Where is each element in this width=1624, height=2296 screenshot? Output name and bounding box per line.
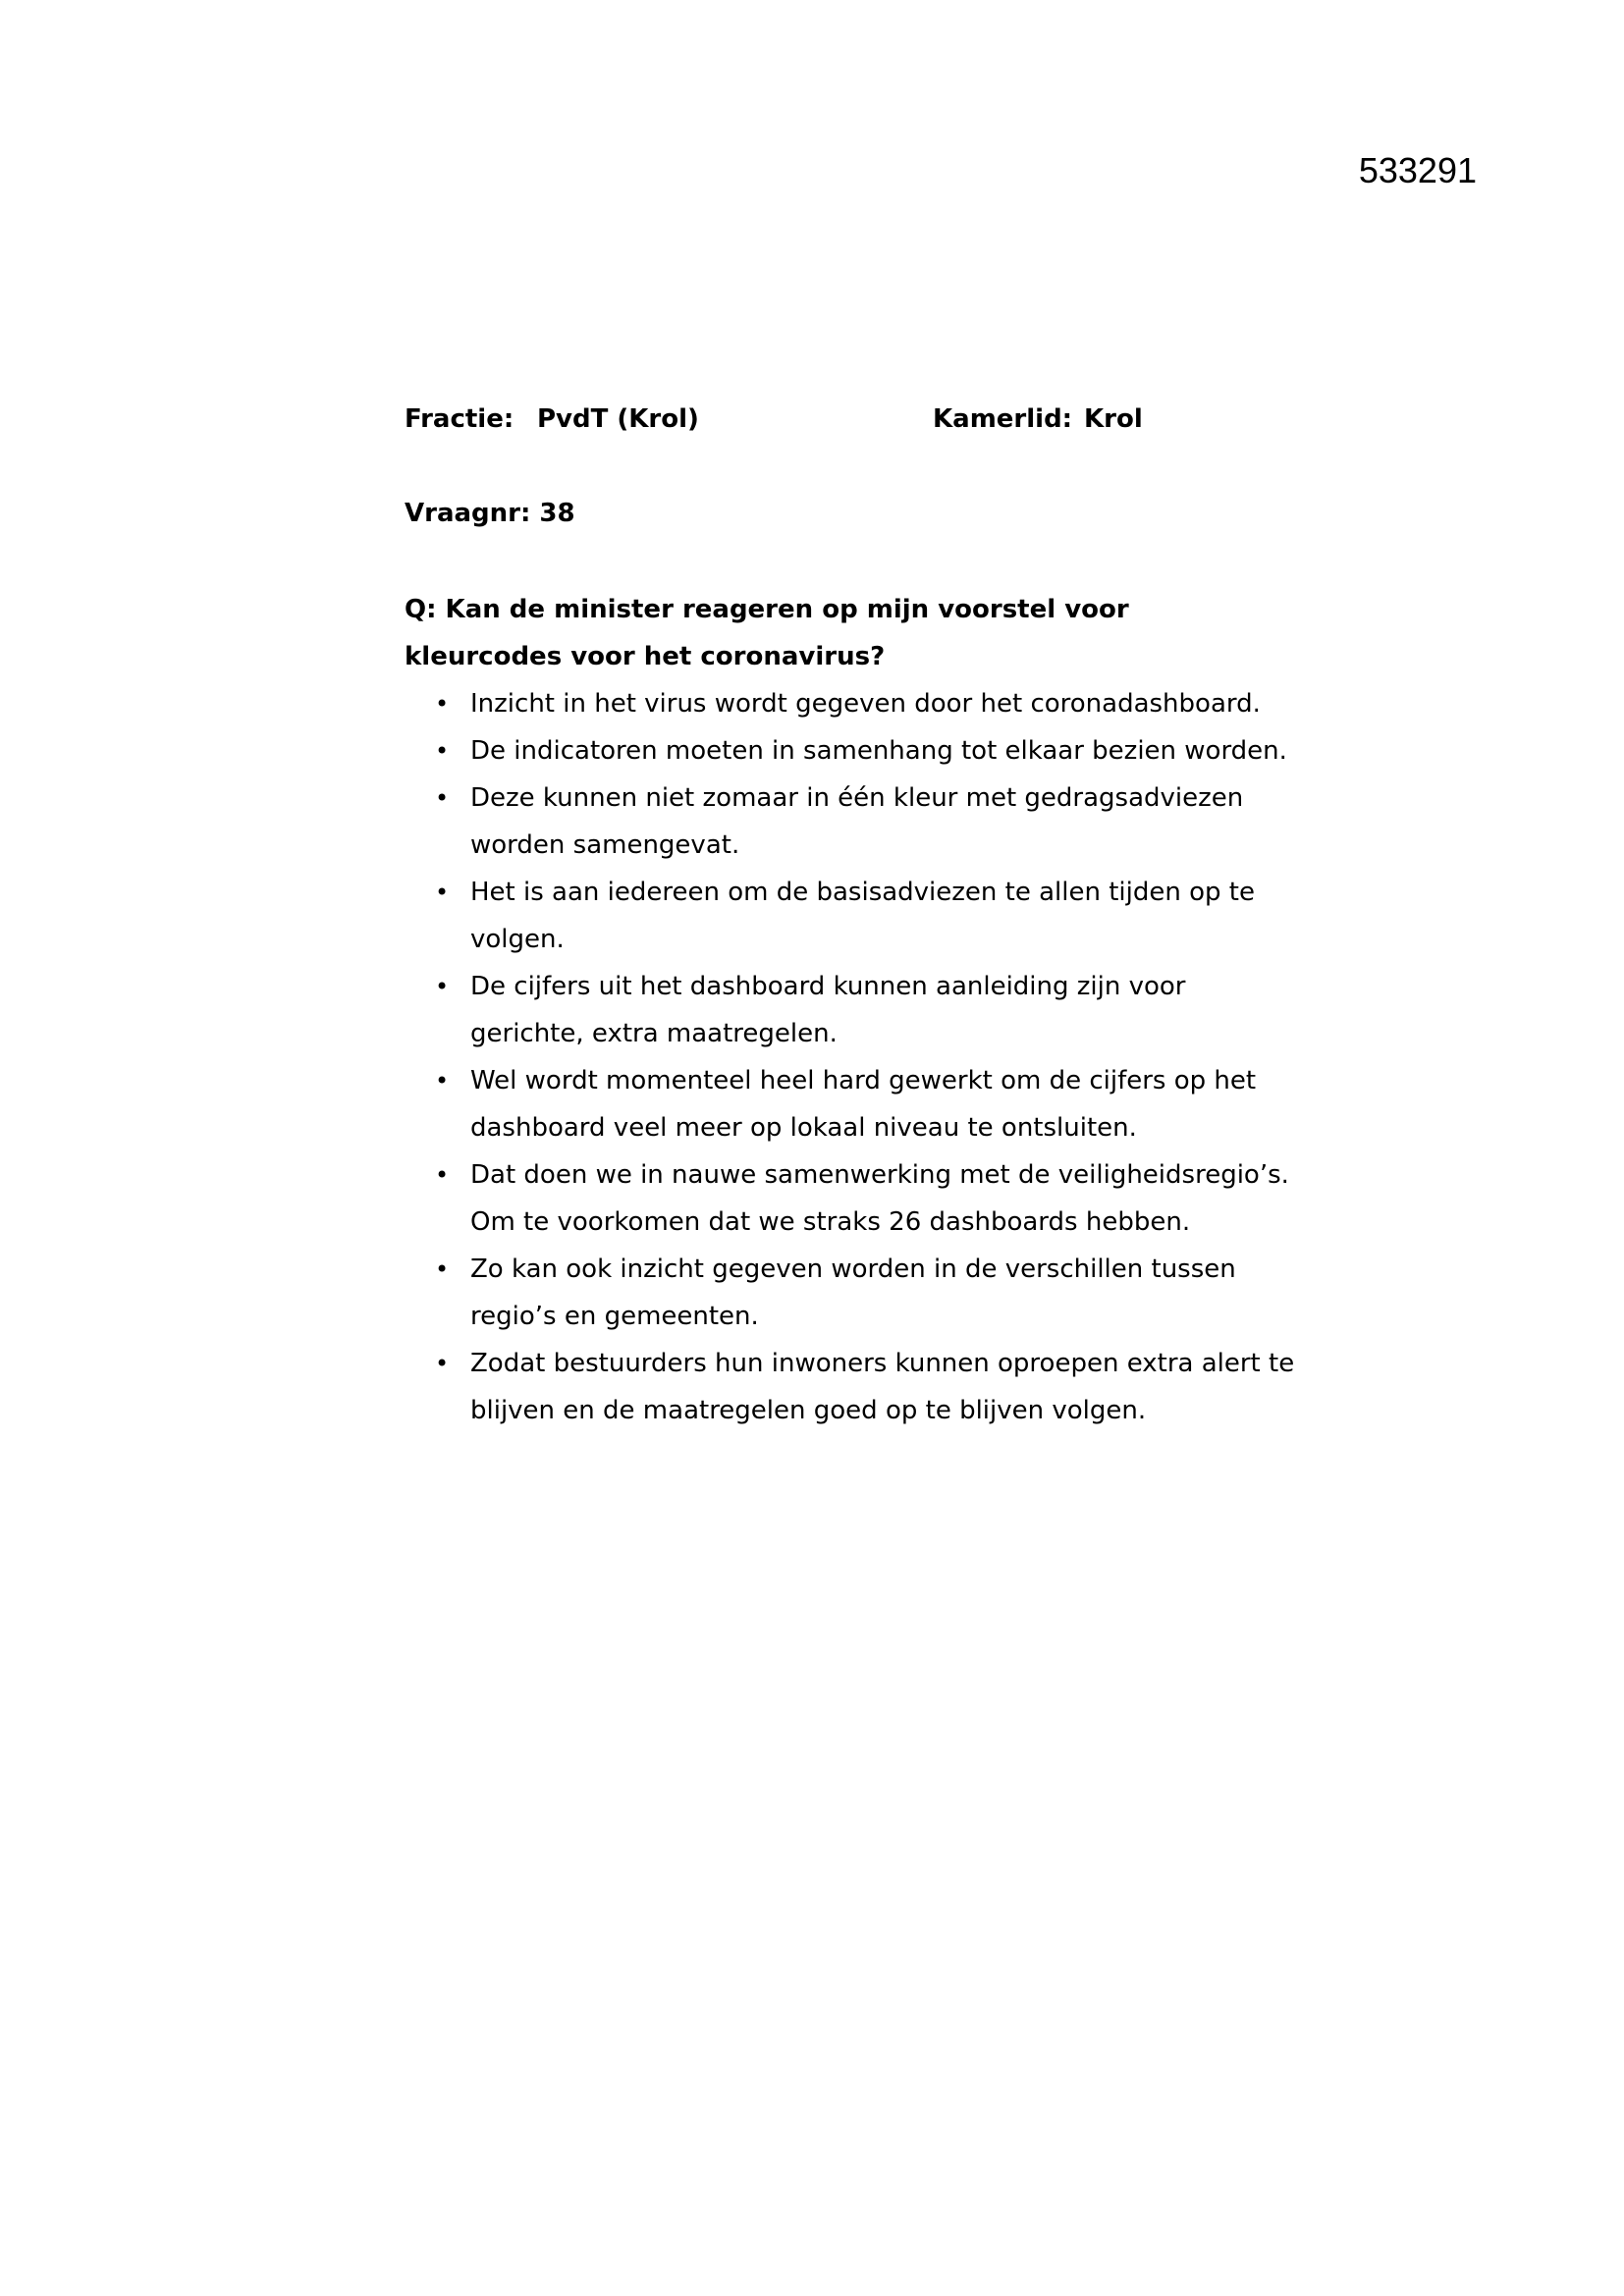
fractie-label: Fractie: [405, 404, 514, 434]
answer-list [405, 680, 1305, 1434]
answer-item: • Inzicht in het virus wordt gegeven door het coronadashboard. [470, 680, 1305, 727]
answer-item: • Deze kunnen niet zomaar in één kleur met gedragsadviezen worden samengevat. [470, 774, 1305, 869]
kamerlid-label: Kamerlid: [933, 404, 1073, 434]
question-number: Vraagnr: 38 [405, 499, 575, 528]
fractie-value: PvdT (Krol) [537, 404, 699, 434]
answer-item: • Wel wordt momenteel heel hard gewerkt om de cijfers op het dashboard veel meer op lokaal niveau te ontsluiten. [470, 1057, 1305, 1151]
answer-item: • Zo kan ook inzicht gegeven worden in de verschillen tussen regio’s en gemeenten. [470, 1246, 1305, 1340]
kamerlid-value: Krol [1084, 404, 1143, 434]
question-text: Q: Kan de minister reageren op mijn voorstel voor kleurcodes voor het coronavirus? [405, 595, 1129, 671]
answer-item: • De cijfers uit het dashboard kunnen aanleiding zijn voor gerichte, extra maatregelen. [470, 963, 1305, 1057]
answer-item: • Zodat bestuurders hun inwoners kunnen oproepen extra alert te blijven en de maatregelen goed op te blijven volgen. [470, 1340, 1305, 1434]
document-number: 533291 [1358, 150, 1477, 190]
answer-item: • Het is aan iedereen om de basisadviezen te allen tijden op te volgen. [470, 869, 1305, 963]
answer-item: • Dat doen we in nauwe samenwerking met de veiligheidsregio’s. Om te voorkomen dat we straks 26 dashboards hebben. [470, 1151, 1305, 1246]
answer-item: • De indicatoren moeten in samenhang tot elkaar bezien worden. [470, 727, 1305, 774]
